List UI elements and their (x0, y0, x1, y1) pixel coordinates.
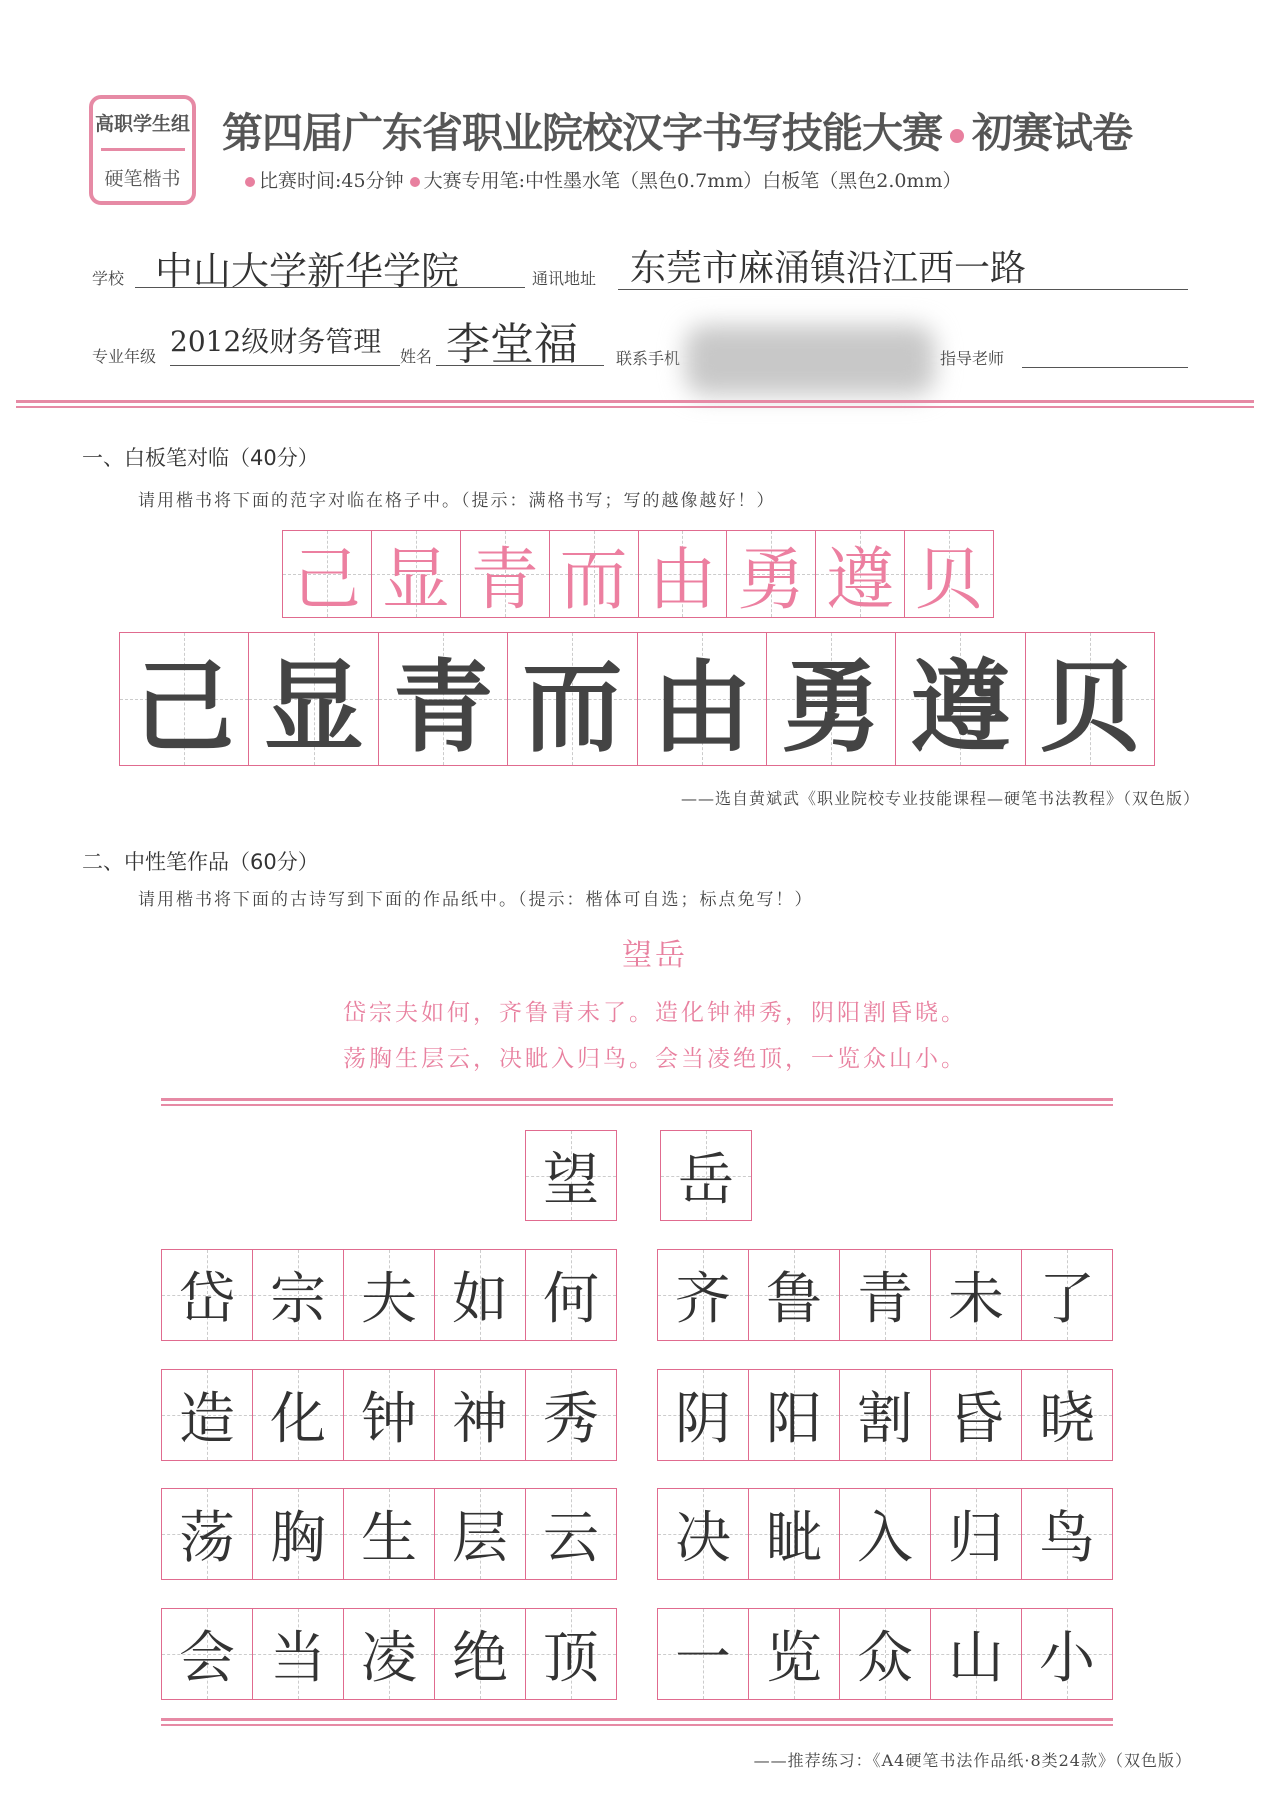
phone-label: 联系手机 (616, 349, 681, 368)
address-label: 通讯地址 (532, 269, 597, 288)
work-grid-row (657, 1369, 1113, 1461)
badge-divider (101, 148, 185, 151)
grid-character: 览 (766, 1626, 822, 1691)
grid-cell (526, 1489, 616, 1579)
section2-instruction: 请用楷书将下面的古诗写到下面的作品纸中。（提示：楷体可自选；标点免写！） (138, 890, 814, 910)
grid-character: 望 (543, 1147, 599, 1213)
section1-heading: 一、白板笔对临（40分） (82, 446, 319, 470)
grid-character: 凌 (361, 1626, 417, 1691)
grid-cell (526, 1370, 616, 1460)
grid-cell (1022, 1250, 1112, 1340)
phone-redacted (685, 325, 935, 395)
name-field[interactable] (436, 308, 604, 370)
grid-cell (253, 1370, 344, 1460)
grid-character: 层 (452, 1506, 508, 1571)
grid-cell (658, 1250, 749, 1340)
grid-character: 生 (361, 1506, 417, 1571)
grid-character: 而 (522, 649, 623, 766)
grid-cell (840, 1250, 931, 1340)
grid-character: 荡 (179, 1506, 235, 1571)
grid-cell (550, 531, 639, 620)
work-grid-row (657, 1249, 1113, 1341)
grid-character: 青 (392, 649, 493, 766)
work-grid-row (161, 1249, 617, 1341)
grid-character: 己 (292, 540, 361, 620)
grid-character: 勇 (781, 649, 882, 766)
grid-cell (658, 1370, 749, 1460)
grid-character: 何 (543, 1267, 599, 1332)
grid-cell (727, 531, 816, 620)
grid-cell (749, 1489, 840, 1579)
grid-character: 了 (1039, 1267, 1095, 1332)
grid-cell (526, 1250, 616, 1340)
grid-character: 一 (675, 1626, 731, 1691)
grid-character: 岳 (678, 1147, 734, 1213)
school-value: 中山大学新华学院 (155, 249, 460, 293)
work-grid-row (161, 1608, 617, 1700)
grid-character: 己 (134, 649, 235, 766)
grid-character: 显 (381, 540, 450, 620)
section1-instruction: 请用楷书将下面的范字对临在格子中。（提示：满格书写；写的越像越好！） (138, 491, 776, 511)
grid-cell (1022, 1489, 1112, 1579)
work-grid-row (161, 1369, 617, 1461)
grid-cell (749, 1609, 840, 1699)
section2-heading: 二、中性笔作品（60分） (82, 850, 319, 874)
title-suffix: 初赛试卷 (972, 109, 1132, 157)
copy-grid (119, 632, 1155, 766)
major-label: 专业年级 (92, 347, 157, 366)
page-title (222, 100, 1132, 159)
grid-cell (661, 1131, 751, 1220)
grid-character: 归 (948, 1506, 1004, 1571)
grid-character: 秀 (543, 1387, 599, 1452)
grid-character: 而 (559, 540, 628, 620)
title-cell-grid (525, 1130, 617, 1221)
grid-cell (639, 531, 728, 620)
address-value: 东莞市麻涌镇沿江西一路 (630, 248, 1027, 289)
grid-cell (253, 1489, 344, 1579)
grid-character: 入 (857, 1506, 913, 1571)
grid-character: 由 (651, 649, 752, 766)
exam-info (245, 166, 962, 193)
grid-cell (896, 633, 1025, 765)
grid-cell (253, 1250, 344, 1340)
grid-cell (162, 1609, 253, 1699)
grid-cell (767, 633, 896, 765)
grid-cell (435, 1370, 526, 1460)
grid-character: 顶 (543, 1626, 599, 1691)
grid-character: 造 (179, 1387, 235, 1452)
name-value: 李堂福 (446, 319, 578, 370)
grid-cell (931, 1609, 1022, 1699)
grid-character: 遵 (826, 540, 895, 620)
grid-character: 青 (857, 1267, 913, 1332)
name-label: 姓名 (400, 347, 433, 366)
grid-character: 夫 (361, 1267, 417, 1332)
grid-cell (249, 633, 378, 765)
exam-time: 比赛时间:45分钟 (259, 170, 404, 192)
grid-cell (526, 1131, 616, 1220)
grid-character: 阴 (675, 1387, 731, 1452)
bullet-dot (245, 177, 255, 187)
grid-cell (840, 1609, 931, 1699)
grid-cell (435, 1489, 526, 1579)
grid-cell (120, 633, 249, 765)
teacher-label: 指导老师 (940, 349, 1005, 368)
grid-character: 未 (948, 1267, 1004, 1332)
grid-character: 会 (179, 1626, 235, 1691)
bullet-dot (950, 129, 964, 143)
teacher-field[interactable] (1022, 340, 1188, 368)
address-field[interactable] (618, 240, 1188, 290)
grid-cell (344, 1489, 435, 1579)
grid-cell (526, 1609, 616, 1699)
grid-cell (931, 1250, 1022, 1340)
grid-character: 勇 (737, 540, 806, 620)
work-grid-row (657, 1488, 1113, 1580)
divider (161, 1098, 1113, 1106)
grid-cell (840, 1370, 931, 1460)
grid-cell (840, 1489, 931, 1579)
major-value: 2012级财务管理 (170, 325, 382, 358)
badge-category: 硬笔楷书 (104, 167, 181, 190)
poem-line-2: 荡胸生层云，决眦入归鸟。会当凌绝顶，一览众山小。 (343, 1046, 967, 1072)
school-label: 学校 (92, 269, 125, 288)
grid-character: 晓 (1039, 1387, 1095, 1452)
grid-character: 显 (263, 649, 364, 766)
grid-cell (344, 1250, 435, 1340)
grid-character: 由 (648, 540, 717, 620)
work-grid-row (161, 1488, 617, 1580)
grid-cell (638, 633, 767, 765)
grid-cell (658, 1609, 749, 1699)
footer-recommend: ——推荐练习：《A4硬笔书法作品纸·8类24款》（双色版） (753, 1751, 1192, 1770)
grid-cell (162, 1250, 253, 1340)
grid-cell (1026, 633, 1154, 765)
grid-cell (508, 633, 637, 765)
grid-cell (749, 1250, 840, 1340)
poem-title: 望岳 (622, 938, 688, 973)
work-grid-row (657, 1608, 1113, 1700)
grid-character: 当 (270, 1626, 326, 1691)
exam-pens: 大赛专用笔:中性墨水笔（黑色0.7mm）白板笔（黑色2.0mm） (423, 170, 962, 192)
grid-character: 钟 (361, 1387, 417, 1452)
divider (161, 1718, 1113, 1726)
grid-cell (344, 1609, 435, 1699)
grid-cell (749, 1370, 840, 1460)
grid-character: 山 (948, 1626, 1004, 1691)
grid-character: 绝 (452, 1626, 508, 1691)
grid-character: 眦 (766, 1506, 822, 1571)
grid-character: 如 (452, 1267, 508, 1332)
grid-character: 岱 (179, 1267, 235, 1332)
attribution: ——选自黄斌武《职业院校专业技能课程—硬笔书法教程》（双色版） (680, 789, 1200, 808)
major-field[interactable] (170, 320, 400, 366)
grid-character: 青 (470, 540, 539, 620)
grid-character: 宗 (270, 1267, 326, 1332)
grid-cell (905, 531, 993, 620)
grid-character: 阳 (766, 1387, 822, 1452)
grid-cell (253, 1609, 344, 1699)
grid-cell (372, 531, 461, 620)
grid-character: 化 (270, 1387, 326, 1452)
grid-character: 昏 (948, 1387, 1004, 1452)
grid-cell (283, 531, 372, 620)
title-cell-grid (660, 1130, 752, 1221)
school-field[interactable] (135, 240, 525, 293)
grid-cell (658, 1489, 749, 1579)
grid-character: 贝 (1039, 649, 1140, 766)
grid-cell (435, 1609, 526, 1699)
grid-character: 割 (857, 1387, 913, 1452)
divider (16, 400, 1254, 408)
grid-cell (1022, 1609, 1112, 1699)
grid-cell (379, 633, 508, 765)
grid-character: 众 (857, 1626, 913, 1691)
badge-group: 高职学生组 (94, 113, 190, 136)
grid-cell (162, 1370, 253, 1460)
grid-cell (344, 1370, 435, 1460)
grid-cell (931, 1370, 1022, 1460)
poem-line-1: 岱宗夫如何，齐鲁青未了。造化钟神秀，阴阳割昏晓。 (343, 1000, 967, 1026)
grid-character: 遵 (910, 649, 1011, 766)
grid-character: 贝 (915, 540, 984, 620)
grid-character: 小 (1039, 1626, 1095, 1691)
model-grid (282, 530, 994, 618)
grid-character: 神 (452, 1387, 508, 1452)
grid-character: 齐 (675, 1267, 731, 1332)
bullet-dot (410, 177, 420, 187)
title-main: 第四届广东省职业院校汉字书写技能大赛 (222, 109, 942, 157)
grid-character: 鸟 (1039, 1506, 1095, 1571)
grid-cell (931, 1489, 1022, 1579)
grid-character: 决 (675, 1506, 731, 1571)
grid-cell (162, 1489, 253, 1579)
grid-character: 云 (543, 1506, 599, 1571)
grid-cell (1022, 1370, 1112, 1460)
group-badge (89, 95, 196, 205)
grid-character: 胸 (270, 1506, 326, 1571)
grid-character: 鲁 (766, 1267, 822, 1332)
grid-cell (435, 1250, 526, 1340)
grid-cell (816, 531, 905, 620)
grid-cell (461, 531, 550, 620)
